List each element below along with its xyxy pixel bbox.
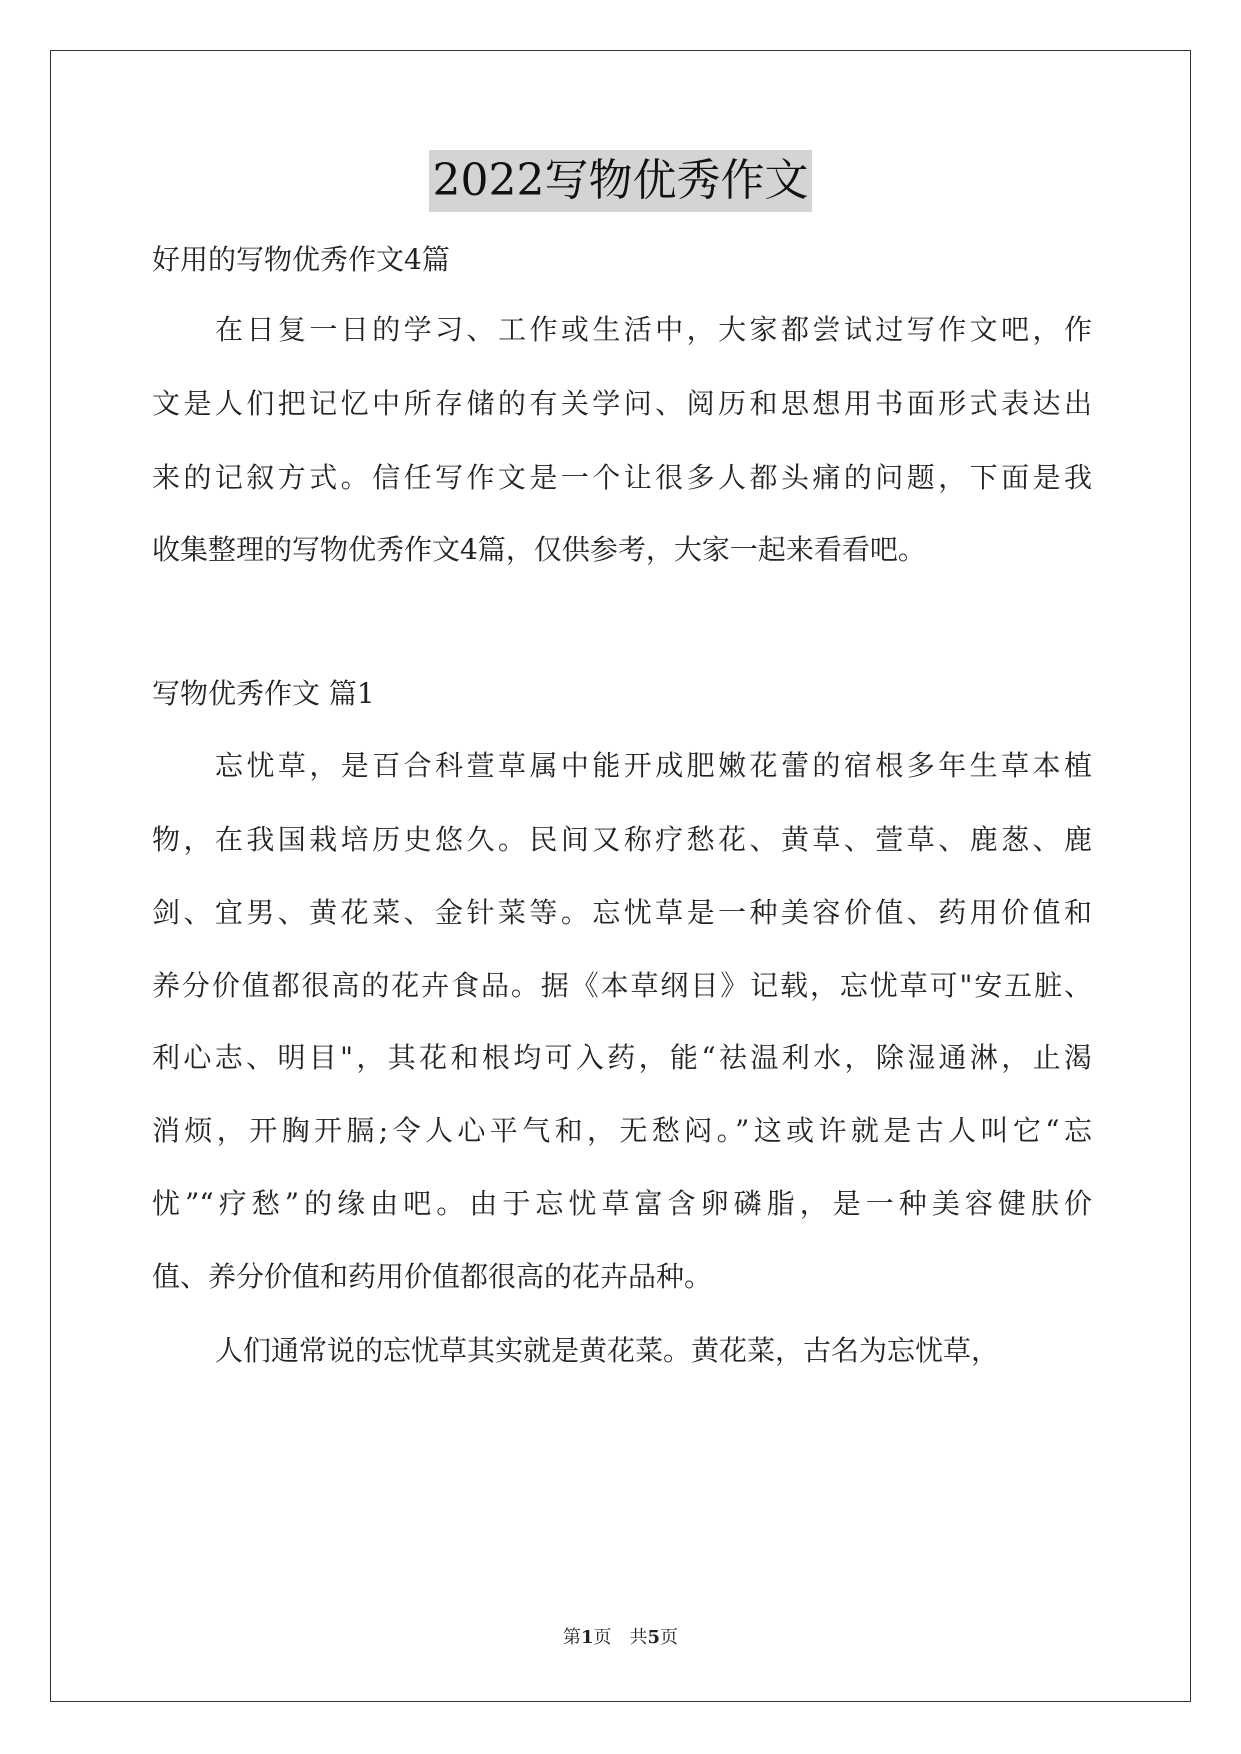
- page-border: [50, 50, 1191, 1702]
- footer-mid: 页 共: [593, 1627, 648, 1648]
- footer-prefix: 第: [562, 1627, 581, 1648]
- section-heading: 写物优秀作文 篇1: [152, 677, 375, 710]
- paragraph-line: 人们通常说的忘忧草其实就是黄花菜。黄花菜，古名为忘忧草，: [215, 1334, 1000, 1367]
- intro-line: 来的记叙方式。信任写作文是一个让很多人都头痛的问题，下面是我: [152, 461, 1092, 494]
- page-number-footer: [0, 1626, 1241, 1650]
- paragraph-line: 利心志、明目"，其花和根均可入药，能“祛温利水，除湿通淋，止渴: [152, 1041, 1092, 1074]
- paragraph-line: 消烦，开胸开膈;令人心平气和，无愁闷。”这或许就是古人叫它“忘: [152, 1114, 1092, 1147]
- paragraph-line: 养分价值都很高的花卉食品。据《本草纲目》记载，忘忧草可"安五脏、: [152, 969, 1092, 1002]
- total-page-number: 5: [647, 1627, 661, 1648]
- title-area: [0, 150, 1241, 212]
- paragraph-line: 物，在我国栽培历史悠久。民间又称疗愁花、黄草、萱草、鹿葱、鹿: [152, 823, 1092, 856]
- paragraph-line: 值、养分价值和药用价值都很高的花卉品种。: [152, 1260, 713, 1293]
- current-page-number: 1: [580, 1627, 594, 1648]
- intro-line: 收集整理的写物优秀作文4篇，仅供参考，大家一起来看看吧。: [152, 533, 926, 566]
- document-subtitle: 好用的写物优秀作文4篇: [152, 243, 450, 276]
- intro-line: 在日复一日的学习、工作或生活中，大家都尝试过写作文吧，作: [215, 313, 1092, 346]
- paragraph-line: 剑、宜男、黄花菜、金针菜等。忘忧草是一种美容价值、药用价值和: [152, 896, 1092, 929]
- footer-suffix: 页: [660, 1627, 679, 1648]
- paragraph-line: 忧”“疗愁”的缘由吧。由于忘忧草富含卵磷脂，是一种美容健肤价: [152, 1187, 1092, 1220]
- document-title: 2022写物优秀作文: [429, 150, 813, 212]
- paragraph-line: 忘忧草，是百合科萱草属中能开成肥嫩花蕾的宿根多年生草本植: [215, 749, 1092, 782]
- intro-line: 文是人们把记忆中所存储的有关学问、阅历和思想用书面形式表达出: [152, 387, 1092, 420]
